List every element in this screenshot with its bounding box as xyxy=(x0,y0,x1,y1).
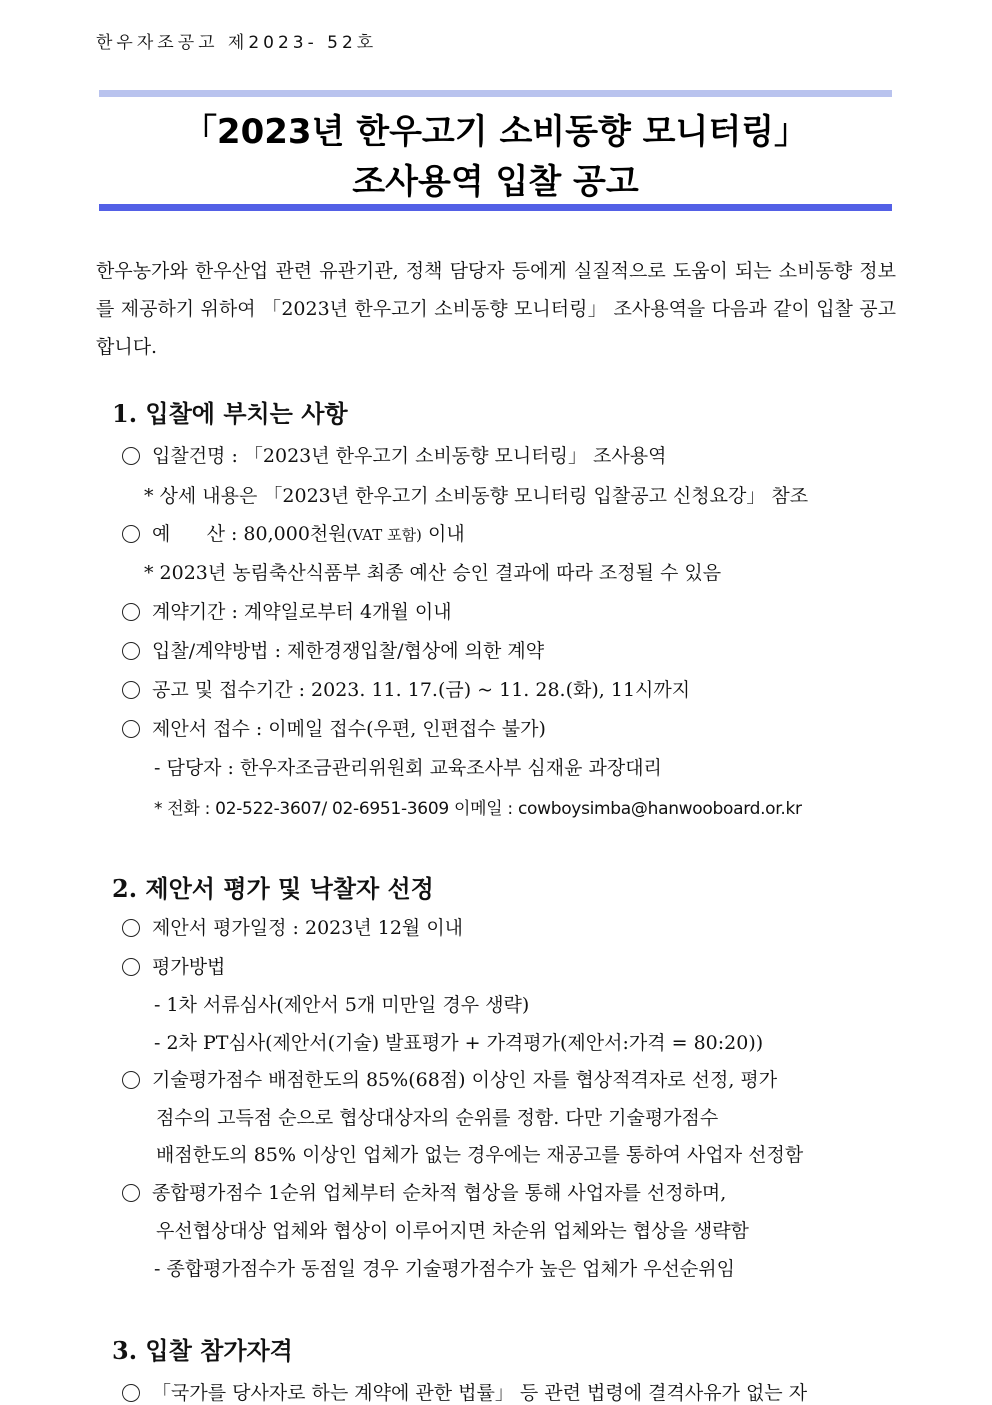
title-rule-bottom xyxy=(99,204,892,211)
section1-note-details: * 상세 내용은 「2023년 한우고기 소비동향 모니터링 입찰공고 신청요강」 참조 xyxy=(144,485,809,507)
bullet-circle-icon xyxy=(122,1071,140,1089)
section2-item-tech-score-l2: 점수의 고득점 순으로 협상대상자의 순위를 정함. 다만 기술평가점수 xyxy=(156,1107,719,1129)
intro-paragraph: 한우농가와 한우산업 관련 유관기관, 정책 담당자 등에게 실질적으로 도움이 되는 소비동향 정보를 제공하기 위하여 「2023년 한우고기 소비동향 모니터링」 조사용역을 다음과 같이 입찰 공고합니다. xyxy=(96,260,896,358)
section2-item-method: 평가방법 xyxy=(122,952,225,979)
section1-sub-contact: - 담당자 : 한우자조금관리위원회 교육조사부 심재윤 과장대리 xyxy=(154,757,662,779)
section1-note-budget: * 2023년 농림축산식품부 최종 예산 승인 결과에 따라 조정될 수 있음 xyxy=(144,562,722,584)
section2-item-schedule: 제안서 평가일정 : 2023년 12월 이내 xyxy=(122,913,463,940)
section2-sub-round2: - 2차 PT심사(제안서(기술) 발표평가 + 가격평가(제안서:가격 = 80:20)) xyxy=(154,1032,764,1054)
section2-item-tech-score: 기술평가점수 배점한도의 85%(68점) 이상인 자를 협상적격자로 선정, 평가 xyxy=(122,1065,777,1092)
bullet-circle-icon xyxy=(122,1184,140,1202)
title-rule-top xyxy=(99,90,892,97)
bullet-circle-icon xyxy=(122,1384,140,1402)
section2-item-total-score: 종합평가점수 1순위 업체부터 순차적 협상을 통해 사업자를 선정하며, xyxy=(122,1178,726,1205)
bullet-circle-icon xyxy=(122,919,140,937)
bullet-circle-icon xyxy=(122,642,140,660)
section2-sub-tiebreak: - 종합평가점수가 동점일 경우 기술평가점수가 높은 업체가 우선순위임 xyxy=(154,1258,735,1280)
section3-heading: 3. 입찰 참가자격 xyxy=(112,1336,293,1365)
bullet-circle-icon xyxy=(122,447,140,465)
section1-item-method: 입찰/계약방법 : 제한경쟁입찰/협상에 의한 계약 xyxy=(122,636,544,663)
section2-item-tech-score-l3: 배점한도의 85% 이상인 업체가 없는 경우에는 재공고를 통하여 사업자 선정함 xyxy=(156,1144,804,1166)
section1-item-period: 계약기간 : 계약일로부터 4개월 이내 xyxy=(122,597,452,624)
bullet-circle-icon xyxy=(122,681,140,699)
bullet-circle-icon xyxy=(122,720,140,738)
section1-heading: 1. 입찰에 부치는 사항 xyxy=(112,399,348,428)
section3-item-eligibility: 「국가를 당사자로 하는 계약에 관한 법률」 등 관련 법령에 결격사유가 없는 자 xyxy=(122,1378,807,1405)
bullet-circle-icon xyxy=(122,958,140,976)
section1-item-dates: 공고 및 접수기간 : 2023. 11. 17.(금) ~ 11. 28.(화), 11시까지 xyxy=(122,675,690,702)
document-number: 한우자조공고 제2023- 52호 xyxy=(96,33,378,53)
section2-item-total-score-l2: 우선협상대상 업체와 협상이 이루어지면 차순위 업체와는 협상을 생략함 xyxy=(156,1220,749,1242)
section2-heading: 2. 제안서 평가 및 낙찰자 선정 xyxy=(112,874,434,903)
section1-item-budget: 예 산 : 80,000천원(VAT 포함) 이내 xyxy=(122,519,465,546)
page-title-line1: 「2023년 한우고기 소비동향 모니터링」 xyxy=(182,112,809,152)
section1-sub-phone-email: * 전화 : 02-522-3607/ 02-6951-3609 이메일 : cowboysimba@hanwooboard.or.kr xyxy=(154,799,802,819)
bullet-circle-icon xyxy=(122,603,140,621)
section1-item-title: 입찰건명 : 「2023년 한우고기 소비동향 모니터링」 조사용역 xyxy=(122,441,666,468)
bullet-circle-icon xyxy=(122,525,140,543)
page-title-line2: 조사용역 입찰 공고 xyxy=(352,162,639,202)
section2-sub-round1: - 1차 서류심사(제안서 5개 미만일 경우 생략) xyxy=(154,994,530,1016)
section1-item-submission: 제안서 접수 : 이메일 접수(우편, 인편접수 불가) xyxy=(122,714,546,741)
